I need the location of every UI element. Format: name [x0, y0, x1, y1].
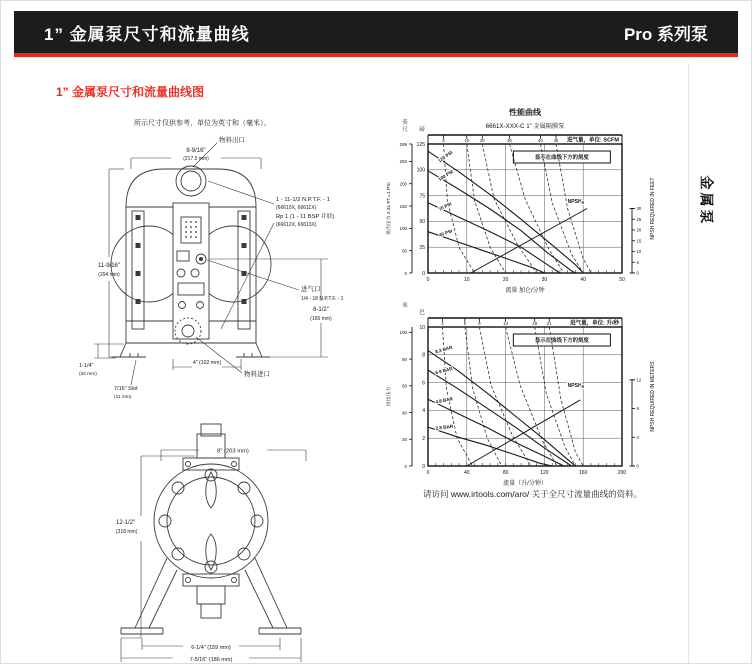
- svg-text:0: 0: [636, 270, 639, 276]
- svg-text:6661X-XXX-C 1” 金属隔膜泵: 6661X-XXX-C 1” 金属隔膜泵: [485, 123, 565, 130]
- svg-text:0: 0: [404, 463, 407, 469]
- pump-side-outline: [121, 424, 301, 634]
- svg-text:25: 25: [419, 245, 425, 251]
- svg-text:14: 14: [503, 320, 508, 326]
- svg-text:40 PSI: 40 PSI: [438, 228, 453, 238]
- svg-text:4: 4: [422, 408, 425, 415]
- svg-text:5: 5: [636, 259, 639, 265]
- dim-slot: 7/16" Slot: [114, 386, 138, 392]
- dim-side-width: 8" (203 mm): [217, 448, 249, 455]
- svg-text:10: 10: [419, 324, 425, 331]
- dim-foot-outer: 7-5/16" (186 mm): [189, 657, 233, 663]
- svg-text:20: 20: [479, 137, 485, 143]
- svg-text:显示在曲线下方的刻度: 显示在曲线下方的刻度: [534, 155, 589, 161]
- port-thread-2: Rp 1 (1 - 11 BSP 并联): [276, 214, 335, 220]
- section-subtitle: 1” 金属泵尺寸和流量曲线图: [56, 85, 205, 99]
- svg-text:75: 75: [419, 193, 425, 200]
- performance-chart-metric: [384, 295, 656, 491]
- svg-text:160: 160: [579, 470, 588, 476]
- dim-air-height-mm: (165 mm): [310, 316, 332, 322]
- chart-content: [385, 107, 656, 294]
- svg-text:70 PSI: 70 PSI: [437, 201, 453, 212]
- svg-text:流量（升/分钟）: 流量（升/分钟）: [503, 481, 547, 487]
- performance-chart-imperial: [384, 105, 656, 297]
- svg-text:2.8 BAR: 2.8 BAR: [435, 423, 454, 431]
- page-header: [14, 11, 738, 57]
- svg-text:50: 50: [402, 248, 407, 254]
- svg-text:0: 0: [422, 270, 425, 277]
- svg-text:100: 100: [399, 330, 407, 336]
- svg-text:排出压力 2.31 FT.=1 PSI: 排出压力 2.31 FT.=1 PSI: [387, 182, 392, 235]
- dim-foot-height: 1-1/4": [79, 363, 94, 369]
- page-edge-divider: [688, 63, 689, 663]
- svg-text:英: 英: [402, 120, 408, 126]
- svg-text:30: 30: [507, 137, 512, 143]
- svg-text:显示在曲线下方的刻度: 显示在曲线下方的刻度: [534, 338, 589, 344]
- svg-text:80: 80: [402, 356, 407, 362]
- port-models-2: (66612X, 66613X): [276, 222, 317, 228]
- svg-text:NPSHR: $NPSH_R$: [567, 382, 585, 389]
- chart-content: [385, 301, 656, 487]
- pump-front-drawing: [76, 111, 401, 411]
- dim-height-left: 11-9/16": [97, 263, 121, 269]
- port-thread-1: 1 - 11-1/2 N.P.T.F. - 1: [276, 197, 330, 203]
- svg-text:20: 20: [402, 437, 407, 443]
- svg-text:40: 40: [464, 470, 470, 476]
- dim-foot-inner: 6-1/4" (159 mm): [191, 645, 231, 651]
- svg-text:10: 10: [636, 249, 642, 255]
- svg-text:12: 12: [636, 377, 642, 383]
- svg-text:6.9 BAR: 6.9 BAR: [434, 366, 454, 376]
- svg-text:磅: 磅: [419, 127, 425, 133]
- dim-foot-height-mm: (32 mm): [79, 372, 97, 377]
- svg-text:250: 250: [399, 159, 407, 165]
- front-dimension-lines: [94, 143, 328, 385]
- air-inlet-thread: 1/4 - 18 N.P.T.F. - 1: [301, 296, 344, 302]
- svg-text:21: 21: [546, 320, 552, 326]
- svg-text:0: 0: [422, 463, 425, 470]
- page-title: 1” 金属泵尺寸和流量曲线: [44, 24, 250, 44]
- dim-side-height-mm: (318 mm): [116, 529, 138, 535]
- svg-text:100 PSI: 100 PSI: [437, 168, 454, 182]
- svg-text:0: 0: [426, 470, 430, 476]
- svg-text:40: 40: [402, 410, 407, 416]
- port-models-1: (66610X, 66611X): [276, 205, 317, 211]
- svg-text:流量 加仑/分钟: 流量 加仑/分钟: [505, 288, 545, 294]
- dim-width-top-mm: (217.5 mm): [183, 156, 209, 162]
- svg-text:10: 10: [464, 277, 470, 283]
- svg-text:5: 5: [442, 137, 445, 143]
- svg-text:米: 米: [402, 303, 408, 309]
- svg-text:100: 100: [399, 226, 407, 232]
- svg-text:20: 20: [636, 227, 642, 233]
- svg-text:4: 4: [636, 434, 639, 440]
- svg-text:25: 25: [636, 216, 642, 222]
- svg-text:巴: 巴: [419, 310, 425, 316]
- outlet-label: 物料出口: [219, 137, 245, 144]
- svg-text:45: 45: [553, 137, 559, 143]
- svg-text:80: 80: [502, 470, 509, 476]
- svg-text:尺: 尺: [402, 127, 408, 133]
- svg-text:15: 15: [636, 238, 642, 244]
- dim-slot-mm: (11 mm): [114, 395, 132, 400]
- svg-text:20: 20: [502, 277, 509, 283]
- dim-foot-span: 4" (102 mm): [192, 360, 222, 366]
- svg-text:0: 0: [636, 463, 639, 469]
- svg-text:200: 200: [399, 181, 407, 187]
- svg-text:9: 9: [478, 320, 481, 326]
- side-dimension-lines: [121, 450, 306, 662]
- svg-text:100: 100: [416, 167, 425, 174]
- svg-text:60: 60: [402, 383, 407, 389]
- brand-label: Pro 系列泵: [623, 24, 708, 44]
- footer-note: 请访问 www.irtools.com/aro/ 关于全尺寸流量曲线的资料。: [423, 489, 643, 499]
- svg-text:2: 2: [441, 320, 444, 326]
- svg-text:进气量，单位: SCFM: 进气量，单位: SCFM: [567, 137, 619, 144]
- dim-side-height: 12-1/2": [116, 520, 136, 526]
- dim-air-height: 6-1/2": [313, 307, 329, 313]
- air-inlet-label: 进气口: [301, 286, 321, 293]
- svg-text:进气量，单位: 升/秒: 进气量，单位: 升/秒: [570, 320, 619, 327]
- svg-text:40: 40: [538, 137, 543, 143]
- svg-text:8: 8: [422, 352, 425, 359]
- svg-text:30: 30: [636, 206, 642, 212]
- side-tab-metal-pump: 金属泵: [698, 175, 715, 227]
- svg-text:200: 200: [617, 470, 627, 476]
- svg-text:5: 5: [463, 320, 467, 326]
- svg-text:NPSH REQUIRED IN METERS: NPSH REQUIRED IN METERS: [650, 361, 656, 432]
- svg-text:排出压力: 排出压力: [387, 386, 392, 407]
- svg-text:40: 40: [580, 277, 586, 283]
- svg-text:289: 289: [399, 141, 407, 147]
- svg-text:8: 8: [636, 406, 639, 412]
- svg-text:NPSH REQUIRED IN FEET: NPSH REQUIRED IN FEET: [650, 177, 656, 240]
- dim-height-left-mm: (294 mm): [98, 272, 120, 278]
- svg-text:0: 0: [426, 277, 430, 283]
- svg-text:50: 50: [419, 219, 425, 226]
- svg-text:125: 125: [416, 141, 425, 148]
- svg-text:6: 6: [422, 380, 425, 387]
- svg-text:4.8 BAR: 4.8 BAR: [434, 396, 454, 405]
- svg-text:19: 19: [532, 320, 538, 326]
- svg-text:120 PSI: 120 PSI: [437, 149, 454, 164]
- drawing-note: 所示尺寸仅供参考，单位为英寸和（毫米）。: [134, 120, 271, 127]
- svg-text:8.3 BAR: 8.3 BAR: [434, 344, 453, 355]
- svg-text:NPSHR: $NPSH_R$: [567, 198, 585, 205]
- pump-side-drawing: [111, 406, 371, 661]
- svg-text:30: 30: [541, 277, 548, 283]
- svg-text:10: 10: [464, 137, 470, 143]
- inlet-label: 物料进口: [244, 371, 270, 378]
- svg-text:0: 0: [404, 270, 407, 276]
- svg-text:120: 120: [540, 470, 549, 476]
- svg-text:50: 50: [619, 277, 625, 283]
- svg-text:性能曲线: 性能曲线: [509, 108, 541, 117]
- svg-text:150: 150: [399, 203, 407, 209]
- svg-text:2: 2: [422, 436, 425, 442]
- dim-width-top: 8-9/16": [186, 148, 206, 154]
